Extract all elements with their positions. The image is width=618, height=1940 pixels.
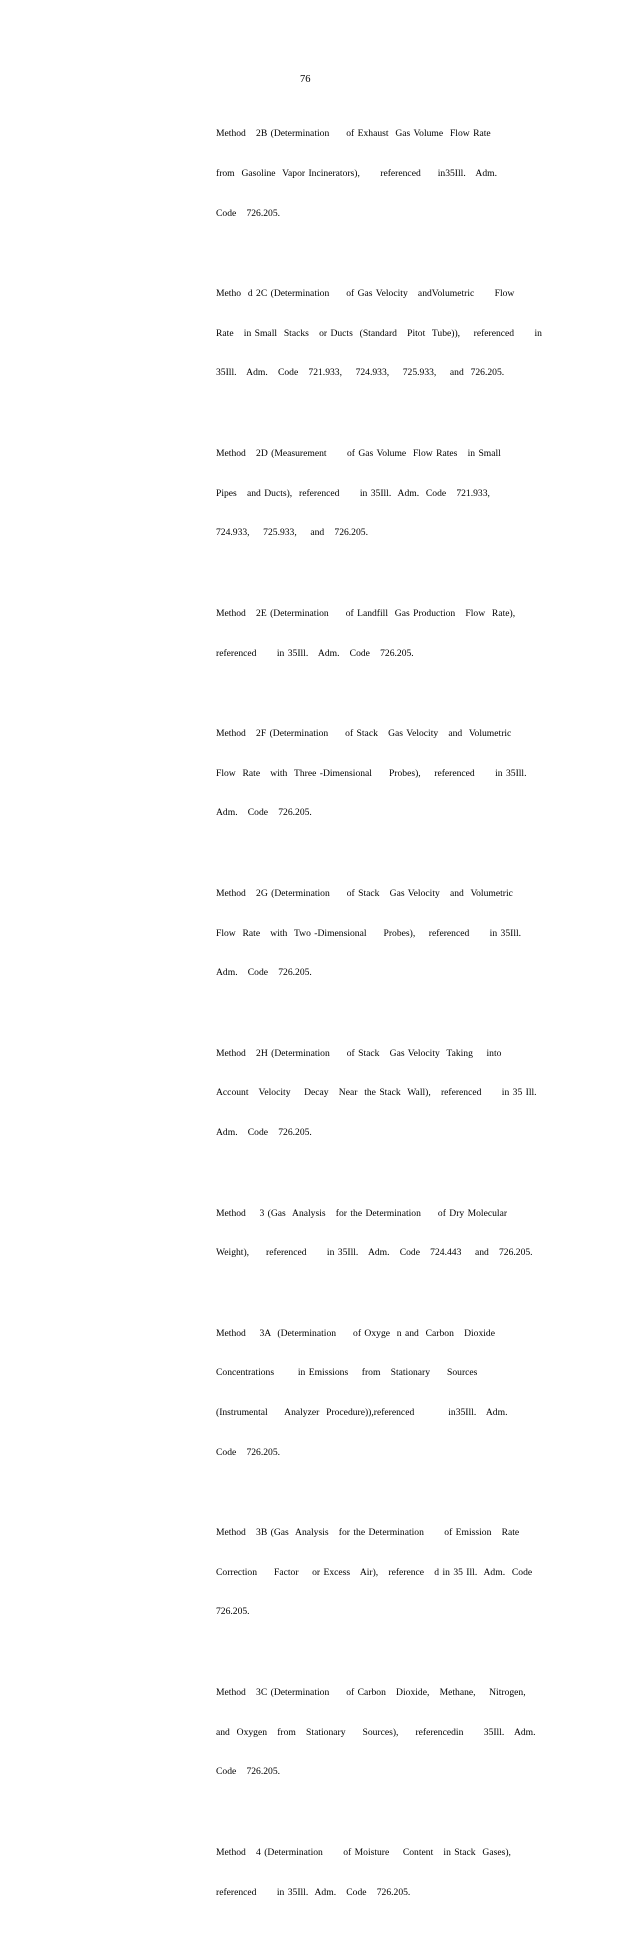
entry-line: Method 4 (Determination of Moisture Content in Stack Gases), xyxy=(216,1846,511,1858)
method-reference-list xyxy=(216,101,546,1940)
entry-line: Method 3B (Gas Analysis for the Determination of Emission Rate xyxy=(216,1527,520,1539)
entry-line: Weight), referenced in 35Ill. Adm. Code 724.443 and 726.205. xyxy=(216,1247,533,1259)
page-number: 76 xyxy=(300,74,311,85)
entry-line: Method 3C (Determination of Carbon Dioxide, Methane, Nitrogen, xyxy=(216,1687,526,1699)
method-entry-2f xyxy=(216,701,546,846)
method-entry-3a xyxy=(216,1300,546,1485)
entry-line: and Oxygen from Stationary Sources), referencedin 35Ill. Adm. xyxy=(216,1726,536,1738)
entry-line: Flow Rate with Two -Dimensional Probes), referenced in 35Ill. xyxy=(216,927,522,939)
entry-line: Method 2G (Determination of Stack Gas Velocity and Volumetric xyxy=(216,887,513,899)
entry-line: 35Ill. Adm. Code 721.933, 724.933, 725.933, and 726.205. xyxy=(216,367,505,379)
method-entry-2b xyxy=(216,101,546,246)
entry-line: referenced in 35Ill. Adm. Code 726.205. xyxy=(216,647,414,659)
entry-line: Method 2H (Determination of Stack Gas Velocity Taking into xyxy=(216,1047,502,1059)
entry-line: Metho d 2C (Determination of Gas Velocity andVolumetric Flow xyxy=(216,288,515,300)
entry-line: Code 726.205. xyxy=(216,1446,281,1458)
method-entry-2g xyxy=(216,861,546,1006)
method-entry-2c xyxy=(216,261,546,406)
entry-line: referenced in 35Ill. Adm. Code 726.205. xyxy=(216,1886,411,1898)
method-entry-2e xyxy=(216,580,546,686)
entry-line: Pipes and Ducts), referenced in 35Ill. Adm. Code 721.933, xyxy=(216,487,490,499)
entry-line: 724.933, 725.933, and 726.205. xyxy=(216,527,368,539)
entry-line: Rate in Small Stacks or Ducts (Standard Pitot Tube)), referenced in xyxy=(216,327,542,339)
entry-line: Method 2E (Determination of Landfill Gas Production Flow Rate), xyxy=(216,607,516,619)
entry-line: (Instrumental Analyzer Procedure)),referenced in35Ill. Adm. xyxy=(216,1407,508,1419)
entry-line: Code 726.205. xyxy=(216,1766,281,1778)
entry-line: from Gasoline Vapor Incinerators), referenced in35Ill. Adm. xyxy=(216,168,497,180)
entry-line: Method 2D (Measurement of Gas Volume Flow Rates in Small xyxy=(216,448,501,460)
entry-line: Method 2B (Determination of Exhaust Gas Volume Flow Rate xyxy=(216,128,491,140)
entry-line: Adm. Code 726.205. xyxy=(216,1126,312,1138)
method-entry-3 xyxy=(216,1180,546,1286)
entry-line: Code 726.205. xyxy=(216,207,281,219)
entry-line: Correction Factor or Excess Air), reference d in 35 Ill. Adm. Code xyxy=(216,1566,533,1578)
entry-line: Method 3 (Gas Analysis for the Determination of Dry Molecular xyxy=(216,1207,508,1219)
method-entry-3b xyxy=(216,1500,546,1645)
method-entry-2d xyxy=(216,421,546,566)
entry-line: Concentrations in Emissions from Stationary Sources xyxy=(216,1367,478,1379)
entry-line: 726.205. xyxy=(216,1606,250,1618)
entry-line: Adm. Code 726.205. xyxy=(216,967,312,979)
entry-line: Account Velocity Decay Near the Stack Wall), referenced in 35 Ill. xyxy=(216,1087,537,1099)
method-entry-4 xyxy=(216,1820,546,1926)
entry-line: Method 3A (Determination of Oxyge n and Carbon Dioxide xyxy=(216,1327,495,1339)
entry-line: Flow Rate with Three -Dimensional Probes), referenced in 35Ill. xyxy=(216,767,527,779)
entry-line: Adm. Code 726.205. xyxy=(216,807,312,819)
entry-line: Method 2F (Determination of Stack Gas Velocity and Volumetric xyxy=(216,728,512,740)
method-entry-3c xyxy=(216,1660,546,1805)
method-entry-2h xyxy=(216,1020,546,1165)
